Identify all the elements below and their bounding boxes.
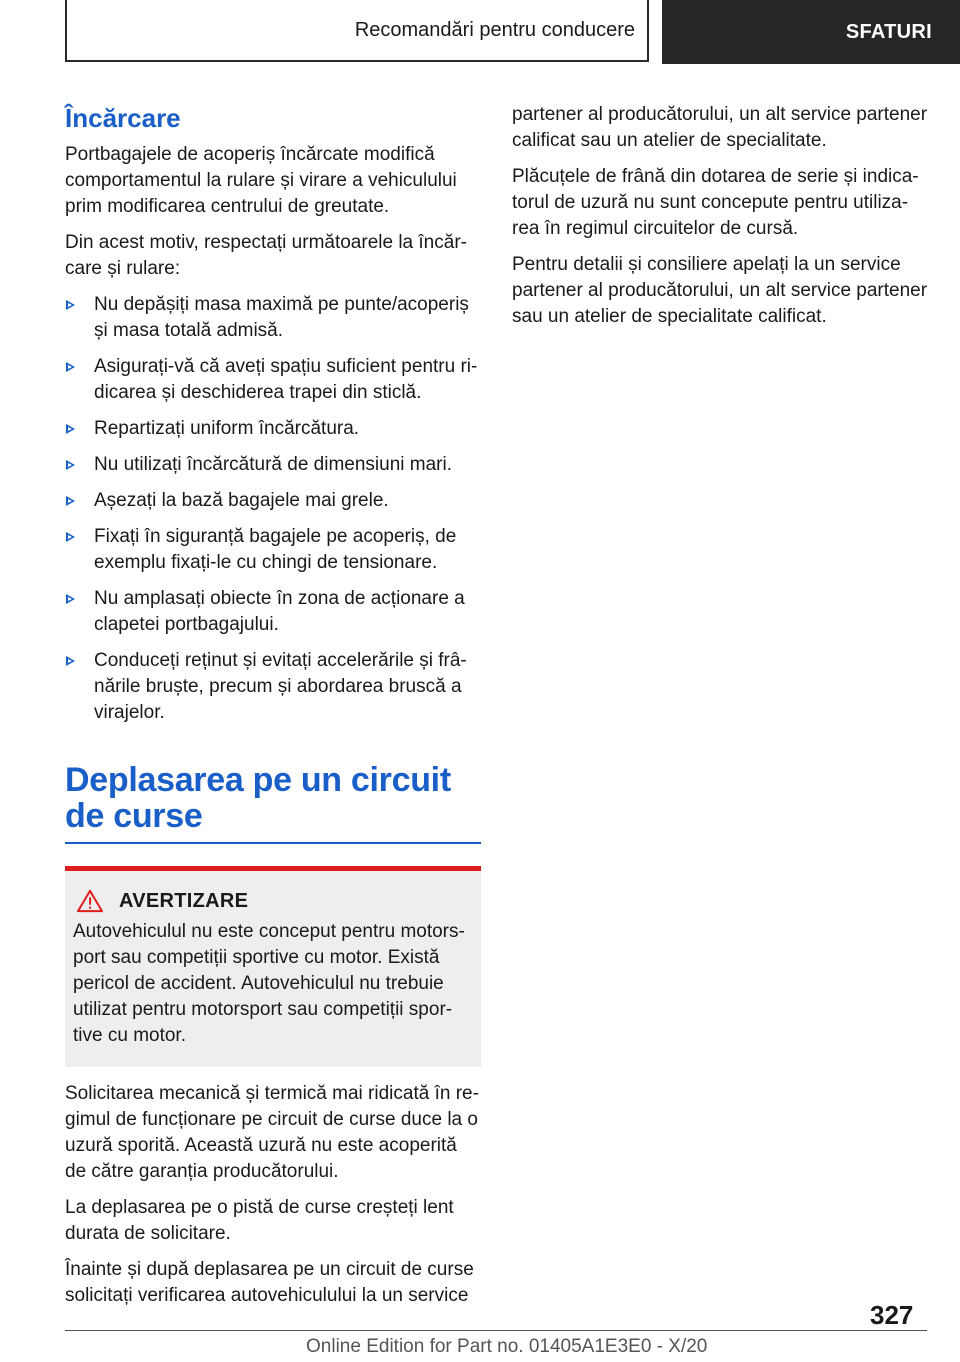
- page-number: 327: [870, 1300, 914, 1330]
- list-item: Nu amplasați obiecte în zona de acționare a clapetei portbagajului.: [65, 586, 481, 638]
- circuit-para-1: Solicitarea mecanică și termică mai ridicată în re-gimul de funcționare pe circuit de curse duce la o uzură sporită. Această uzură nu este acoperită de către garanția producătorului.: [65, 1083, 479, 1182]
- triangle-bullet-icon: [66, 424, 75, 434]
- circuit-para-2: La deplasarea pe o pistă de curse creșteți lent durata de solicitare.: [65, 1197, 454, 1244]
- list-item: Nu depășiți masa maximă pe punte/acoperiș și masa totală admisă.: [65, 292, 481, 344]
- right-para-2: Plăcuțele de frână din dotarea de serie și indica-torul de uzură nu sunt concepute pentru utiliza-rea în regimul circuitelor de cursă.: [512, 166, 919, 239]
- chapter-header: [65, 0, 649, 62]
- list-item: Repartizați uniform încărcătura.: [65, 416, 481, 442]
- right-column: [512, 102, 932, 340]
- footer-edition: Online Edition for Part no. 01405A1E3E0 - X/20: [306, 1336, 708, 1357]
- loading-reason: Din acest motiv, respectați următoarele la încăr-care și rulare:: [65, 232, 467, 279]
- circuit-para-3: Înainte și după deplasarea pe un circuit de curse solicitați verificarea autovehiculului la un service: [65, 1259, 474, 1306]
- list-item: Fixați în siguranță bagajele pe acoperiș, de exemplu fixați-le cu chingi de tensionare.: [65, 524, 481, 576]
- list-item: Conduceți reținut și evitați accelerările și frâ-nările bruște, precum și abordarea bruscă a virajelor.: [65, 648, 481, 726]
- triangle-bullet-icon: [66, 496, 75, 506]
- section-tab[interactable]: [662, 0, 960, 64]
- list-item: Asigurați-vă că aveți spațiu suficient pentru ri-dicarea și deschiderea trapei din sticlă.: [65, 354, 481, 406]
- warning-box: [65, 866, 481, 1067]
- list-item: Așezați la bază bagajele mai grele.: [65, 488, 481, 514]
- left-column: [65, 100, 481, 1319]
- list-item: Nu utilizați încărcătură de dimensiuni mari.: [65, 452, 481, 478]
- right-para-1: partener al producătorului, un alt service partener calificat sau un atelier de specialitate.: [512, 104, 928, 151]
- warning-text: Autovehiculul nu este conceput pentru motors-port sau competiții sportive cu motor. Există pericol de accident. Autovehiculul nu trebuie utilizat pentru motorsport sau competiții spor-tive cu motor.: [73, 921, 465, 1046]
- section-title: Deplasarea pe un circuit de curse: [65, 762, 481, 844]
- warning-triangle-icon: [75, 889, 105, 913]
- triangle-bullet-icon: [66, 532, 75, 542]
- triangle-bullet-icon: [66, 460, 75, 470]
- right-para-3: Pentru detalii și consiliere apelați la un service partener al producătorului, un alt service partener sau un atelier de specialitate calificat.: [512, 254, 928, 327]
- loading-bullet-list: [65, 292, 481, 726]
- triangle-bullet-icon: [66, 656, 75, 666]
- loading-intro: Portbagajele de acoperiș încărcate modifică comportamentul la rulare și virare a vehiculului prim modificarea centrului de greutate.: [65, 144, 457, 217]
- loading-heading: Încărcare: [65, 103, 181, 133]
- triangle-bullet-icon: [66, 300, 75, 310]
- triangle-bullet-icon: [66, 362, 75, 372]
- warning-header: [73, 889, 473, 913]
- footer-divider: [65, 1330, 927, 1331]
- triangle-bullet-icon: [66, 594, 75, 604]
- chapter-title: Recomandări pentru conducere: [354, 18, 635, 41]
- warning-title: AVERTIZARE: [119, 889, 249, 912]
- section-tab-label: SFATURI: [845, 20, 932, 43]
